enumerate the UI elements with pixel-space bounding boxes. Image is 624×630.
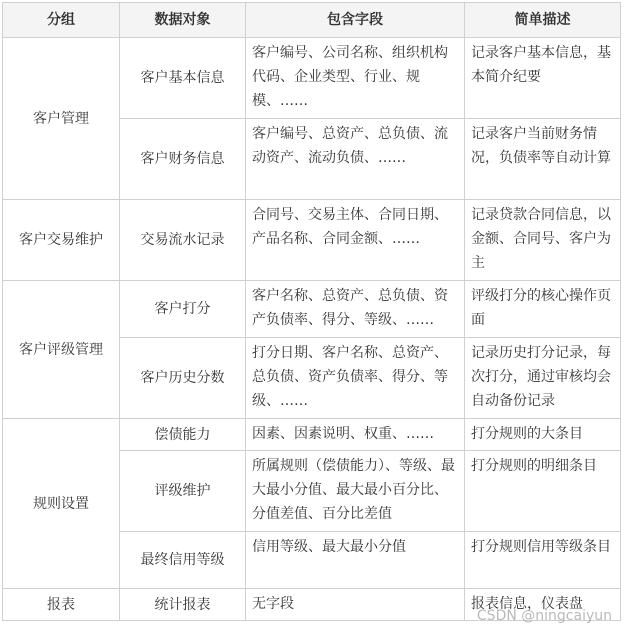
- object-cell: 交易流水记录: [120, 200, 246, 281]
- description-cell: 记录贷款合同信息，以金额、合同号、客户为主: [465, 200, 621, 281]
- table-row: [3, 419, 621, 451]
- group-cell: 规则设置: [3, 419, 120, 589]
- description-cell: 打分规则的大条目: [465, 419, 621, 451]
- description-cell: 打分规则的明细条目: [465, 451, 621, 532]
- group-cell: 客户管理: [3, 38, 120, 200]
- table-header-row: [3, 3, 621, 38]
- fields-cell: 因素、因素说明、权重、……: [246, 419, 465, 451]
- description-cell: 记录客户当前财务情况，负债率等自动计算: [465, 119, 621, 200]
- object-cell: 最终信用等级: [120, 532, 246, 589]
- object-cell: 客户打分: [120, 281, 246, 338]
- description-cell: 报表信息，仪表盘: [465, 589, 621, 621]
- object-cell: 评级维护: [120, 451, 246, 532]
- header-group: 分组: [3, 3, 120, 38]
- fields-cell: 客户编号、公司名称、组织机构代码、企业类型、行业、规模、……: [246, 38, 465, 119]
- data-table: [2, 2, 621, 621]
- fields-cell: 合同号、交易主体、合同日期、产品名称、合同金额、……: [246, 200, 465, 281]
- description-cell: 打分规则信用等级条目: [465, 532, 621, 589]
- table-row: [3, 38, 621, 119]
- object-cell: 统计报表: [120, 589, 246, 621]
- description-cell: 评级打分的核心操作页面: [465, 281, 621, 338]
- fields-cell: 无字段: [246, 589, 465, 621]
- header-object: 数据对象: [120, 3, 246, 38]
- object-cell: 客户财务信息: [120, 119, 246, 200]
- description-cell: 记录历史打分记录，每次打分，通过审核均会自动备份记录: [465, 338, 621, 419]
- group-cell: 客户评级管理: [3, 281, 120, 419]
- group-cell: 客户交易维护: [3, 200, 120, 281]
- header-description: 简单描述: [465, 3, 621, 38]
- group-cell: 报表: [3, 589, 120, 621]
- watermark: CSDN @ningcaiyun: [476, 608, 612, 624]
- description-cell: 记录客户基本信息，基本简介纪要: [465, 38, 621, 119]
- object-cell: 客户历史分数: [120, 338, 246, 419]
- table-row: [3, 200, 621, 281]
- fields-cell: 客户名称、总资产、总负债、资产负债率、得分、等级、……: [246, 281, 465, 338]
- fields-cell: 信用等级、最大最小分值: [246, 532, 465, 589]
- header-fields: 包含字段: [246, 3, 465, 38]
- fields-cell: 客户编号、总资产、总负债、流动资产、流动负债、……: [246, 119, 465, 200]
- fields-cell: 所属规则（偿债能力）、等级、最大最小分值、最大最小百分比、分值差值、百分比差值: [246, 451, 465, 532]
- table-row: [3, 281, 621, 338]
- fields-cell: 打分日期、客户名称、总资产、总负债、资产负债率、得分、等级、……: [246, 338, 465, 419]
- object-cell: 偿债能力: [120, 419, 246, 451]
- object-cell: 客户基本信息: [120, 38, 246, 119]
